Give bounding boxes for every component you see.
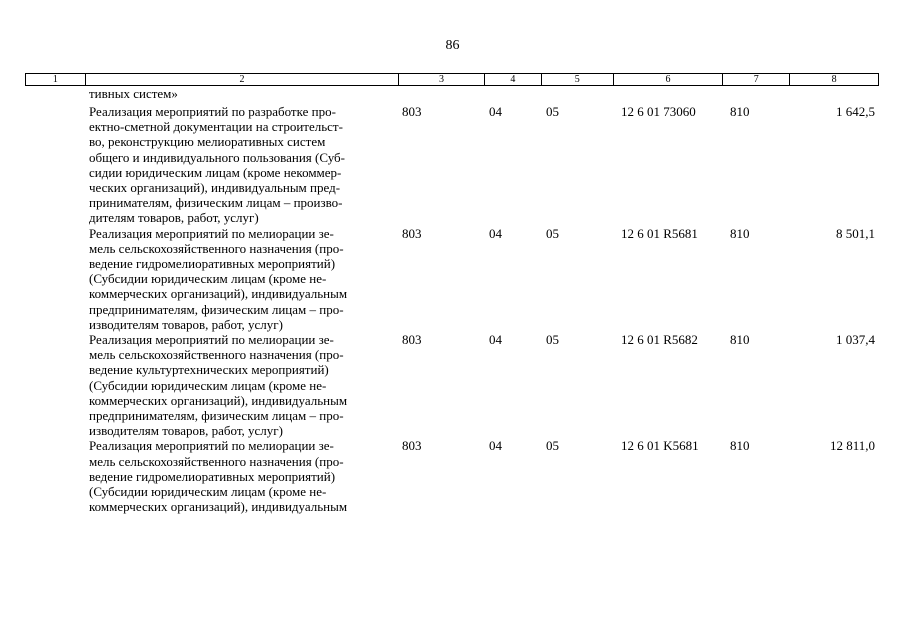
- row-ved: 803: [402, 104, 422, 119]
- header-cell-8: 8: [831, 74, 837, 85]
- row-description: Реализация мероприятий по мелиорации зе- мель сельскохозяйственного назначения (про- ведение культуртехнических мероприятий) (Субсидии юридическим лицам (кроме не- коммерческих организаций), индивидуальным предпринимателям, физическим лицам – про- изводителям товаров, работ, услуг): [89, 332, 348, 439]
- row-vr: 810: [730, 438, 750, 454]
- row-rz: 04: [489, 104, 502, 119]
- table-row: [0, 438, 905, 514]
- table-body: [0, 104, 905, 514]
- row-pr: 05: [546, 225, 559, 241]
- header-cell-7: 7: [723, 74, 790, 85]
- header-cell-2: 2: [86, 74, 399, 85]
- row-description: Реализация мероприятий по мелиорации зе- мель сельскохозяйственного назначения (про- ведение гидромелиоративных мероприятий) (Субсидии юридическим лицам (кроме не- коммерческих организаций), индивидуальным предпринимателям, физическим лицам – про- изводителям товаров, работ, услуг): [89, 225, 348, 332]
- table-row: [0, 104, 905, 226]
- row-description: Реализация мероприятий по разработке про- ектно-сметной документации на строительст- во, реконструкцию мелиоративных систем общего и индивидуального пользования (Суб- сидии юридическим лицам (кроме некоммер- ческих организаций), индивидуальным пред- принимателям, физическим лицам – произво- дителям товаров, работ, услуг): [89, 104, 345, 226]
- header-cell-4: 4: [485, 74, 542, 85]
- continuation-text: тивных систем»: [89, 86, 178, 101]
- row-pr: 05: [546, 438, 559, 454]
- row-pr: 05: [546, 332, 559, 348]
- table-header-row: [25, 73, 879, 86]
- table-row: [0, 332, 905, 438]
- row-ved: 803: [402, 332, 422, 348]
- header-cell-3: 3: [399, 74, 485, 85]
- row-sum: 12 811,0: [829, 438, 875, 454]
- row-description: Реализация мероприятий по мелиорации зе- мель сельскохозяйственного назначения (про- ведение гидромелиоративных мероприятий) (Субсидии юридическим лицам (кроме не- коммерческих организаций), индивидуальным: [89, 438, 348, 515]
- row-ved: 803: [402, 438, 422, 454]
- row-sum: 1 037,4: [836, 332, 875, 348]
- row-cs: 12 6 01 R5682: [621, 332, 698, 348]
- row-vr: 810: [730, 104, 750, 119]
- header-cell-1: 1: [26, 74, 86, 85]
- row-pr: 05: [546, 104, 559, 119]
- row-sum: 8 501,1: [836, 225, 875, 241]
- row-vr: 810: [730, 332, 750, 348]
- row-ved: 803: [402, 225, 422, 241]
- row-rz: 04: [489, 438, 502, 454]
- row-sum: 1 642,5: [836, 104, 875, 119]
- row-vr: 810: [730, 225, 750, 241]
- header-cell-5: 5: [542, 74, 614, 85]
- row-rz: 04: [489, 332, 502, 348]
- page-number: 86: [445, 38, 460, 53]
- table-row: [0, 226, 905, 332]
- header-cell-6: 6: [614, 74, 724, 85]
- row-cs: 12 6 01 R5681: [621, 225, 698, 241]
- row-rz: 04: [489, 225, 502, 241]
- row-cs: 12 6 01 73060: [621, 104, 696, 119]
- row-cs: 12 6 01 K5681: [621, 438, 699, 454]
